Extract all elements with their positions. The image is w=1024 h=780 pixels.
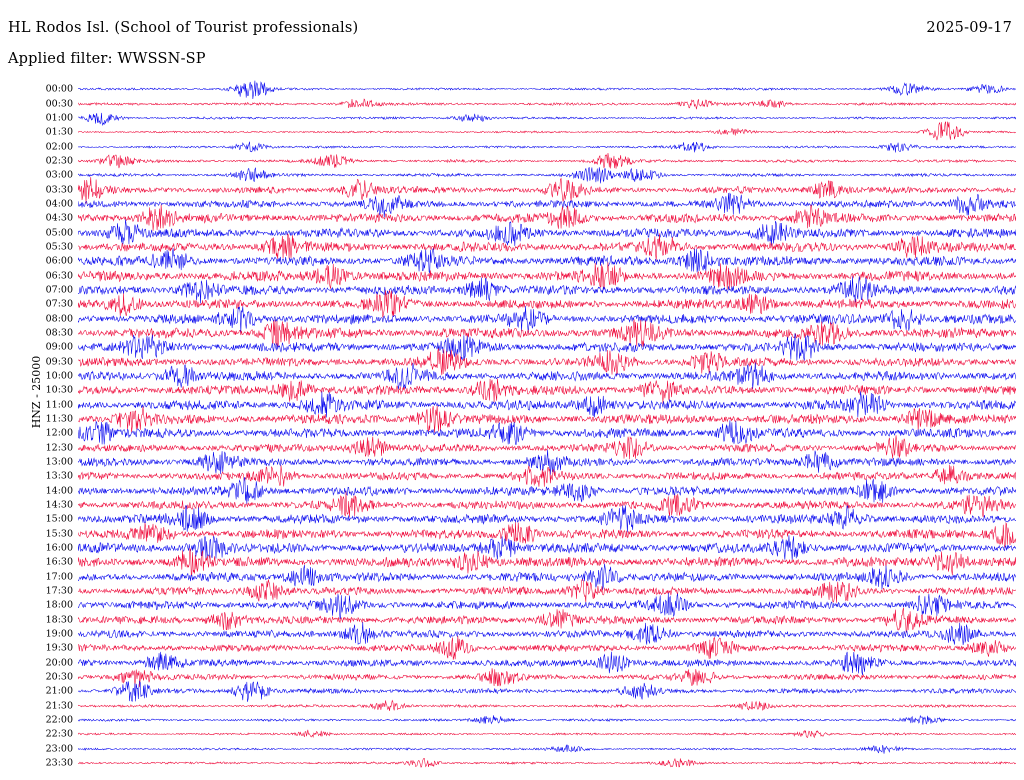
- time-tick-label: 15:30: [45, 528, 73, 539]
- time-tick-label: 23:00: [45, 743, 73, 754]
- time-tick-label: 23:30: [45, 757, 73, 769]
- time-tick-label: 11:30: [45, 413, 73, 425]
- time-tick-label: 04:00: [45, 198, 73, 210]
- time-tick-label: 21:00: [45, 685, 73, 697]
- channel-axis-label-text: HNZ - 25000: [29, 355, 43, 429]
- seismogram-plot: [45, 82, 1016, 770]
- time-tick-label: 02:00: [45, 141, 73, 152]
- time-tick-label: 22:00: [45, 714, 73, 726]
- time-tick-label: 13:30: [45, 470, 73, 482]
- trace-rows: [45, 82, 1016, 770]
- time-tick-label: 14:30: [45, 499, 73, 511]
- applied-filter-label: Applied filter: WWSSN-SP: [8, 51, 206, 67]
- page-title: HL Rodos Isl. (School of Tourist professionals): [8, 20, 359, 36]
- time-tick-label: 17:30: [45, 585, 73, 597]
- time-tick-label: 00:30: [45, 98, 73, 109]
- time-tick-label: 18:00: [45, 599, 73, 611]
- time-tick-label: 14:00: [45, 485, 73, 496]
- time-tick-label: 07:30: [45, 298, 73, 310]
- trace-row: [45, 749, 1016, 777]
- time-tick-label: 11:00: [45, 399, 73, 410]
- time-tick-label: 01:00: [45, 112, 73, 124]
- time-tick-label: 19:30: [45, 642, 73, 654]
- time-tick-label: 07:00: [45, 284, 73, 296]
- time-tick-label: 15:00: [45, 513, 73, 525]
- time-tick-label: 18:30: [45, 614, 73, 625]
- time-tick-label: 06:30: [45, 270, 73, 281]
- trace-line: [78, 749, 1016, 777]
- time-tick-label: 05:30: [45, 241, 73, 253]
- time-tick-label: 09:00: [45, 341, 73, 353]
- time-tick-label: 16:00: [45, 542, 73, 554]
- time-tick-label: 06:00: [45, 255, 73, 267]
- time-tick-label: 12:00: [45, 427, 73, 439]
- time-tick-label: 22:30: [45, 728, 73, 740]
- time-tick-label: 10:30: [45, 384, 73, 396]
- time-tick-label: 12:30: [45, 442, 73, 453]
- record-date: 2025-09-17: [926, 20, 1012, 36]
- time-tick-label: 19:00: [45, 628, 73, 640]
- time-tick-label: 04:30: [45, 212, 73, 224]
- time-tick-label: 02:30: [45, 155, 73, 167]
- time-tick-label: 13:00: [45, 456, 73, 468]
- time-tick-label: 20:30: [45, 671, 73, 683]
- channel-axis-label: [0, 355, 43, 429]
- time-tick-label: 03:30: [45, 184, 73, 195]
- time-tick-label: 01:30: [45, 126, 73, 138]
- time-tick-label: 03:00: [45, 169, 73, 181]
- time-tick-label: 00:00: [45, 83, 73, 95]
- time-tick-label: 10:00: [45, 370, 73, 382]
- time-tick-label: 05:00: [45, 227, 73, 238]
- time-tick-label: 08:00: [45, 313, 73, 324]
- time-tick-label: 09:30: [45, 356, 73, 367]
- time-tick-label: 08:30: [45, 327, 73, 339]
- time-tick-label: 16:30: [45, 556, 73, 568]
- time-tick-label: 17:00: [45, 571, 73, 582]
- time-tick-label: 20:00: [45, 657, 73, 668]
- time-tick-label: 21:30: [45, 700, 73, 711]
